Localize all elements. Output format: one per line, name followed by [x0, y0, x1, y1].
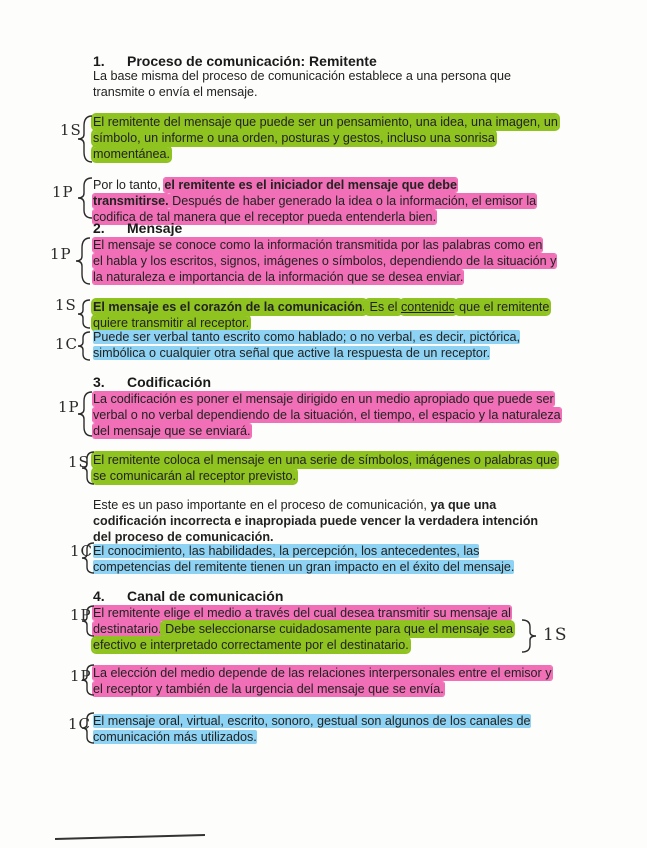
text: Este es un paso importante en el proceso de comunicación, — [93, 498, 431, 512]
highlight-blue: Puede ser verbal tanto escrito como hablado; o no verbal, es decir, pictórica, — [93, 330, 521, 344]
highlight-pink: La codificación es poner el mensaje dirigido en un medio apropiado que puede ser — [93, 392, 554, 406]
section-3-plain-paragraph — [93, 497, 555, 545]
highlight-green: se comunicarán al receptor previsto. — [93, 469, 296, 483]
highlight-pink: verbal o no verbal dependiendo de la situación, el tiempo, el espacio y la naturaleza — [93, 408, 561, 422]
highlight-blue: simbólica o cualquier otra señal que active la respuesta de un receptor. — [93, 346, 490, 360]
brace-icon — [74, 236, 92, 286]
brace-icon — [76, 330, 92, 362]
section-2-green-paragraph — [93, 299, 555, 331]
section-3-blue-paragraph — [93, 543, 555, 575]
brace-icon — [76, 114, 94, 164]
highlight-green: El mensaje es el corazón de la comunicación. — [93, 300, 366, 314]
highlight-green: Debe seleccionarse cuidadosamente para que el mensaje sea — [161, 622, 514, 636]
section-2-blue-paragraph — [93, 329, 555, 361]
section-1-heading — [93, 53, 377, 69]
highlight-blue: competencias del remitente tienen un gran impacto en el éxito del mensaje. — [93, 560, 515, 574]
brace-icon — [520, 618, 538, 654]
highlight-pink: del mensaje que se enviará. — [93, 424, 251, 438]
section-number: 4. — [93, 588, 105, 604]
highlight-green: efectivo e interpretado correctamente por el destinatario. — [93, 638, 409, 652]
highlight-pink: transmitirse. — [93, 194, 169, 208]
section-title: Proceso de comunicación: Remitente — [127, 53, 377, 69]
margin-note: 1S — [60, 121, 82, 139]
highlight-green: quiere transmitir al receptor. — [93, 316, 250, 330]
text-line: transmite o envía el mensaje. — [93, 85, 258, 99]
section-1-paragraph-2 — [93, 177, 555, 225]
highlight-pink: el habla y los escritos, signos, imágenes o símbolos, dependiendo de la situación y — [93, 254, 557, 268]
section-3-heading — [93, 374, 211, 390]
margin-note: 1S — [543, 625, 568, 645]
section-4-pink-paragraph — [93, 665, 555, 697]
margin-note: 1C — [68, 715, 92, 733]
bottom-divider — [55, 834, 205, 840]
section-number: 2. — [93, 220, 105, 236]
highlight-blue: El conocimiento, las habilidades, la percepción, los antecedentes, las — [93, 544, 480, 558]
highlight-pink: destinatario. — [93, 622, 162, 636]
margin-note: 1S — [68, 453, 90, 471]
brace-icon — [76, 390, 94, 438]
margin-note: 1P — [70, 667, 92, 685]
margin-note: 1C — [70, 542, 94, 560]
margin-note: 1P — [52, 183, 74, 201]
section-title: Mensaje — [127, 220, 183, 236]
section-title: Canal de comunicación — [127, 588, 284, 604]
highlight-pink: El remitente elige el medio a través del cual desea transmitir su mensaje al — [93, 606, 511, 620]
margin-note: 1C — [55, 335, 79, 353]
brace-icon — [80, 663, 96, 697]
highlight-pink: codifica de tal manera que el receptor pueda entenderla bien. — [93, 210, 437, 224]
text-bold: ya que una — [430, 498, 497, 512]
text: Por lo tanto, — [93, 178, 165, 192]
section-3-pink-paragraph — [93, 391, 561, 439]
highlight-green: El remitente coloca el mensaje en una serie de símbolos, imágenes o palabras que — [93, 453, 558, 467]
highlight-blue: comunicación más utilizados. — [93, 730, 257, 744]
highlight-green: contenido — [400, 300, 456, 314]
brace-icon — [80, 711, 96, 745]
highlight-pink: la naturaleza e importancia de la información que se desea enviar. — [93, 270, 464, 284]
section-2-heading — [93, 220, 182, 236]
text-bold: codificación incorrecta e inapropiada puede vencer la verdadera intención — [93, 514, 539, 528]
section-1-green-paragraph — [93, 114, 558, 162]
highlight-pink: La elección del medio depende de las relaciones interpersonales entre el emisor y — [93, 666, 552, 680]
margin-note: 1P — [58, 398, 80, 416]
highlight-blue: El mensaje oral, virtual, escrito, sonoro, gestual son algunos de los canales de — [93, 714, 531, 728]
brace-icon — [80, 541, 96, 575]
brace-icon — [80, 604, 96, 638]
section-number: 1. — [93, 53, 105, 69]
margin-note: 1P — [70, 606, 92, 624]
brace-icon — [80, 450, 96, 486]
section-3-green-paragraph — [93, 452, 558, 484]
highlight-green: símbolo, un informe o una orden, posturas y gestos, incluso una sonrisa — [93, 131, 495, 145]
section-number: 3. — [93, 374, 105, 390]
brace-icon — [76, 298, 92, 330]
highlight-green: momentánea. — [93, 147, 171, 161]
highlight-pink: el receptor y también de la urgencia del mensaje que se envía. — [93, 682, 444, 696]
text-bold: del proceso de comunicación. — [93, 530, 274, 544]
margin-note: 1P — [50, 245, 72, 263]
section-4-heading — [93, 588, 283, 604]
brace-icon — [76, 176, 94, 220]
highlight-green: que el remitente — [455, 300, 550, 314]
highlight-pink: El mensaje se conoce como la información transmitida por las palabras como en — [93, 238, 543, 252]
highlight-green: Es el — [365, 300, 401, 314]
margin-note: 1S — [55, 296, 77, 314]
section-4-paragraph-1 — [93, 605, 523, 653]
section-4-blue-paragraph — [93, 713, 555, 745]
highlight-pink: el remitente es el iniciador del mensaje que debe — [164, 178, 457, 192]
highlight-green: El remitente del mensaje que puede ser un pensamiento, una idea, una imagen, un — [93, 115, 558, 129]
text-line: La base misma del proceso de comunicación establece a una persona que — [93, 69, 511, 83]
section-1-intro — [93, 68, 555, 100]
section-2-pink-paragraph — [93, 237, 555, 285]
section-title: Codificación — [127, 374, 212, 390]
highlight-pink: Después de haber generado la idea o la información, el emisor la — [168, 194, 537, 208]
